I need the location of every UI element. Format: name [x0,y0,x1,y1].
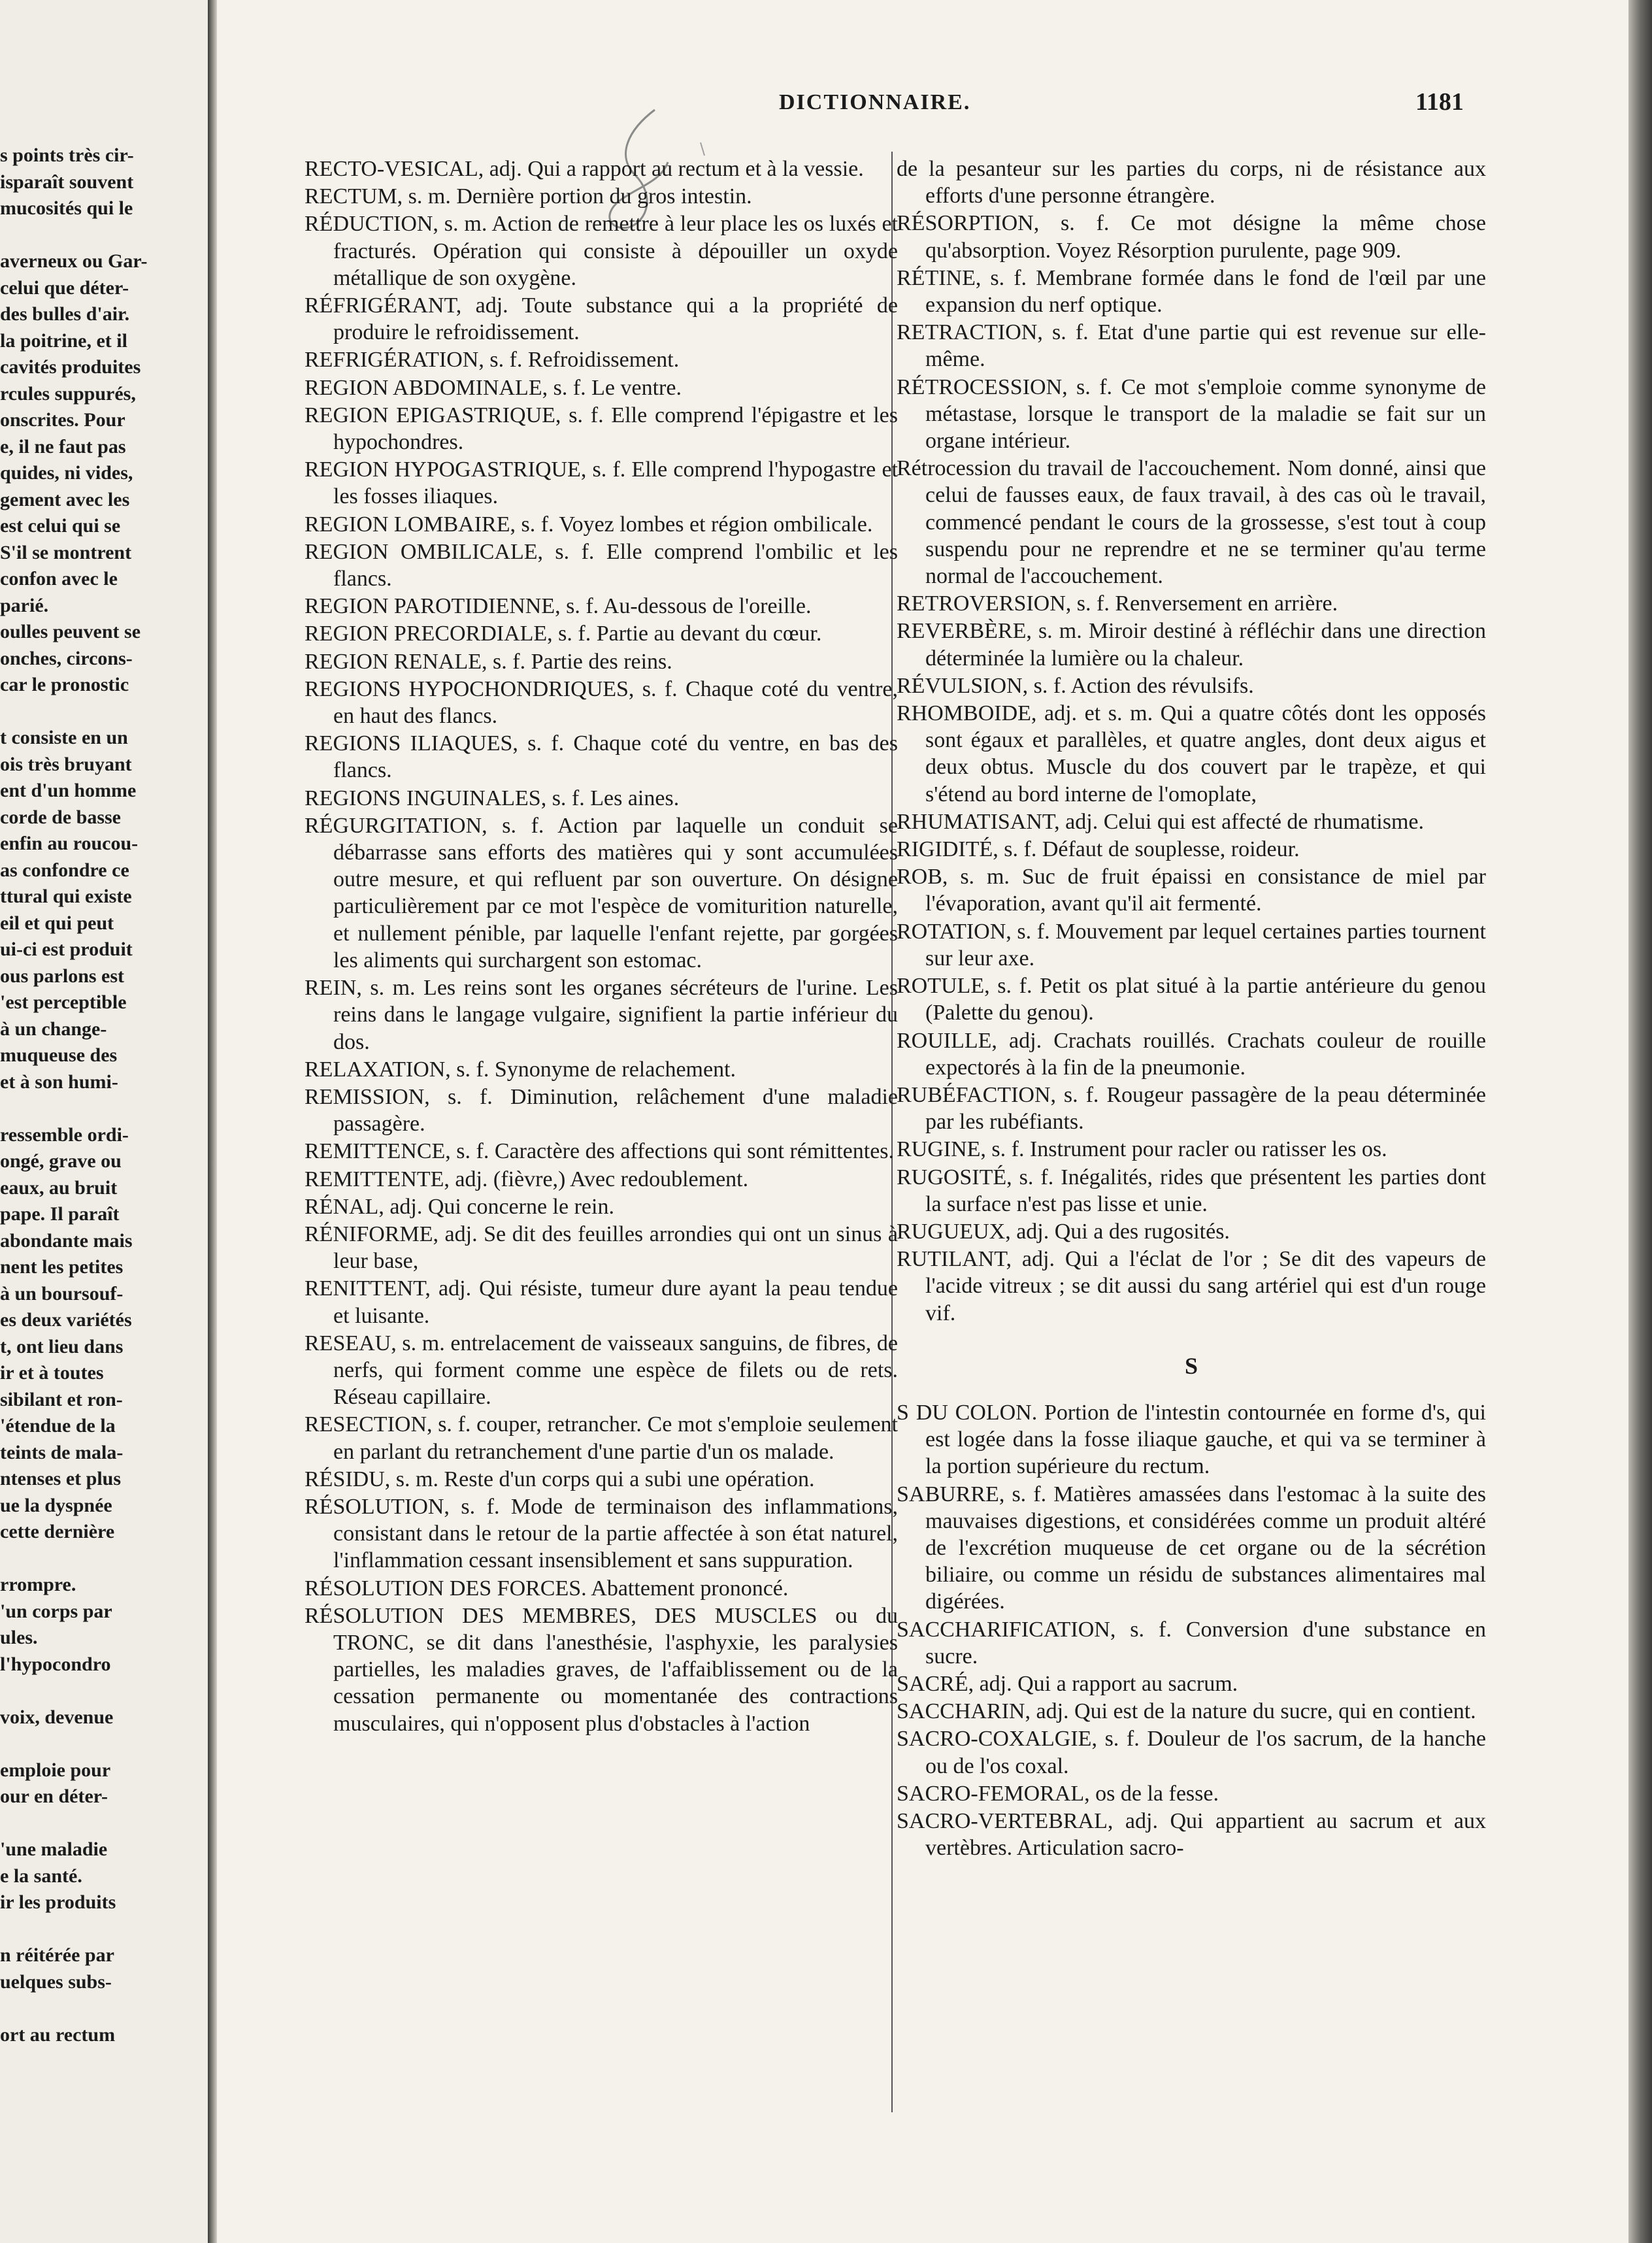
dictionary-entry: SACCHARIN, adj. Qui est de la nature du sucre, qui en contient. [897,1699,1476,1724]
dictionary-entry: RÉGURGITATION, s. f. Action par laquelle un conduit se débarrasse sans efforts des matières qui y sont accumulées outre mesure, et qui refluent par son ouverture. On désigne particulièrement par ce mot l'espèce de vomiturition naturelle, et nullement pénible, par laquelle l'enfant rejette, par gorgées les aliments qui surchargent son estomac. [305,813,898,972]
dictionary-entry: RÉSORPTION, s. f. Ce mot désigne la même chose qu'absorption. Voyez Résorption purulente, page 909. [897,211,1486,263]
dictionary-entry: RÉFRIGÉRANT, adj. Toute substance qui a la propriété de produire le refroidissement. [305,293,898,345]
column-right-entries-r [897,156,1486,1327]
dictionary-entry: RÉDUCTION, s. m. Action de remettre à leur place les os luxés et fracturés. Opération qui consiste à dépouiller un oxyde métallique de son oxygène. [305,212,898,290]
running-head: DICTIONNAIRE. [779,90,971,114]
left-page-line: rrompre. [0,1574,76,1595]
dictionary-entry: RÉSOLUTION DES FORCES. Abattement prononcé. [305,1576,789,1601]
dictionary-entry: REGION PAROTIDIENNE, s. f. Au-dessous de l'oreille. [305,594,812,619]
dictionary-entry: REGION LOMBAIRE, s. f. Voyez lombes et région ombilicale. [305,512,873,537]
book-gutter [208,0,217,2243]
dictionary-entry: REGION EPIGASTRIQUE, s. f. Elle comprend l'épigastre et les hypochondres. [305,403,898,455]
dictionary-entry: RENITTENT, adj. Qui résiste, tumeur dure ayant la peau tendue et luisante. [305,1276,898,1328]
left-page-line: uelques subs- [0,1970,112,1993]
dictionary-entry: de la pesanteur sur les parties du corps, ni de résistance aux efforts d'une personne étrangère. [897,157,1486,208]
dictionary-entry: RÉTINE, s. f. Membrane formée dans le fond de l'œil par une expansion du nerf optique. [897,265,1486,318]
dictionary-entry: ROTULE, s. f. Petit os plat situé à la partie antérieure du genou (Palette du genou). [897,974,1486,1025]
dictionary-entry: REGIONS ILIAQUES, s. f. Chaque coté du ventre, en bas des flancs. [305,731,898,783]
dictionary-entry: SACCHARIFICATION, s. f. Conversion d'une substance en sucre. [897,1617,1486,1669]
left-page-line: e, il ne faut pas [0,435,126,457]
left-page-line: muqueuse des [0,1044,118,1066]
dictionary-entry: RUTILANT, adj. Qui a l'éclat de l'or ; Se dit des vapeurs de l'acide vitreux ; se dit aussi du sang artériel qui est d'un rouge vif. [897,1247,1486,1325]
dictionary-entry: RÉVULSION, s. f. Action des révulsifs. [897,673,1254,698]
left-page-line: corde de basse [0,806,121,828]
dictionary-entry: RETRACTION, s. f. Etat d'une partie qui est revenue sur elle-même. [897,320,1486,372]
left-page-line: rcules suppurés, [0,382,136,405]
dictionary-entry: ROUILLE, adj. Crachats rouillés. Crachats couleur de rouille expectorés à la fin de la pneumonie. [897,1028,1486,1080]
left-page-line: est celui qui se [0,515,121,537]
dictionary-entry: RUBÉFACTION, s. f. Rougeur passagère de la peau déterminée par les rubéfiants. [897,1082,1486,1135]
dictionary-entry: REGIONS HYPOCHONDRIQUES, s. f. Chaque coté du ventre, en haut des flancs. [305,676,898,729]
left-page-line [0,1678,196,1704]
left-page-line: parié. [0,594,49,616]
dictionary-entry: REFRIGÉRATION, s. f. Refroidissement. [305,348,680,373]
dictionary-entry: RESEAU, s. m. entrelacement de vaisseaux sanguins, de fibres, de nerfs, qui forment comme une espèce de filets ou de rets. Réseau capillaire. [305,1331,898,1410]
dictionary-entry: S DU COLON. Portion de l'intestin contournée en forme d's, qui est logée dans la fosse iliaque gauche, et qui va se terminer à la portion supérieure du rectum. [897,1400,1486,1479]
dictionary-entry: RIGIDITÉ, s. f. Défaut de souplesse, roideur. [897,837,1300,862]
left-page-line: abondante mais [0,1229,133,1252]
left-page-line: ressemble ordi- [0,1123,129,1146]
left-page-line [0,1095,196,1122]
dictionary-entry: RELAXATION, s. f. Synonyme de relachement. [305,1057,736,1082]
left-page-line: 'un corps par [0,1600,112,1622]
dictionary-entry: REGION OMBILICALE, s. f. Elle comprend l'ombilic et les flancs. [305,539,898,591]
dictionary-entry: RUGOSITÉ, s. f. Inégalités, rides que présentent les parties dont la surface n'est pas lisse et unie. [897,1165,1486,1216]
left-page-line: confon avec le [0,568,118,590]
left-page-line: 'une maladie [0,1838,108,1860]
section-letter: S [1184,1352,1198,1379]
left-page-line: ue la dyspnée [0,1494,112,1516]
left-page-line: averneux ou Gar- [0,250,148,272]
left-page-line: celui que déter- [0,276,129,299]
left-page-line: S'il se montrent [0,541,132,563]
dictionary-entry: SACRO-VERTEBRAL, adj. Qui appartient au sacrum et aux vertèbres. Articulation sacro- [897,1808,1486,1861]
dictionary-entry: RHOMBOIDE, adj. et s. m. Qui a quatre côtés dont les opposés sont égaux et parallèles, et quatre angles, dont deux aigus et deux obtus. Muscle du dos couvert par le trapèze, et qui s'étend au bord interne de l'omoplate, [897,701,1486,806]
left-page-line: ntenses et plus [0,1468,122,1489]
dictionary-entry: REIN, s. m. Les reins sont les organes sécréteurs de l'urine. Les reins dans le langage vulgaire, signifient la partie inférieur du dos. [305,976,898,1054]
left-page-line: cavités produites [0,356,141,378]
dictionary-entry: RUGUEUX, adj. Qui a des rugosités. [897,1219,1230,1244]
dictionary-entry: REGION ABDOMINALE, s. f. Le ventre. [305,375,682,400]
left-page-fragment [0,0,208,2243]
dictionary-entry: ROB, s. m. Suc de fruit épaissi en consistance de miel par l'évaporation, avant qu'il ait fermenté. [897,865,1486,916]
left-page-line: quides, ni vides, [0,462,133,484]
page-number: 1181 [1415,88,1464,116]
left-page-line: n réitérée par [0,1944,114,1966]
dictionary-entry: RÉSOLUTION, s. f. Mode de terminaison des inflammations, consistant dans le retour de la partie affectée à son état naturel, l'inflammation cessant insensiblement et sans suppuration. [305,1494,898,1573]
page-header [217,90,1628,123]
left-page-line: à un change- [0,1018,107,1040]
left-page-line: emploie pour [0,1759,111,1781]
left-page-line: ir et à toutes [0,1362,104,1384]
left-page-line: des bulles d'air. [0,303,130,325]
left-page-line: onches, circons- [0,647,133,669]
left-page-text [0,142,196,2048]
left-page-line: t consiste en un [0,727,128,748]
dictionary-entry: RÉSOLUTION DES MEMBRES, DES MUSCLES ou du TRONC, se dit dans l'anesthésie, l'asphyxie, les paralysies partielles, les maladies graves, de l'affaiblissement ou de la cessation permanente ou momentanée des contractions musculaires, qui n'opposent plus d'obstacles à l'action [305,1603,898,1736]
column-right-entries-s [897,1399,1486,1861]
left-page-line: car le pronostic [0,674,129,695]
dictionary-entry: SACRÉ, adj. Qui a rapport au sacrum. [897,1671,1238,1696]
dictionary-entry: RÉNIFORME, adj. Se dit des feuilles arrondies qui ont un sinus à leur base, [305,1221,898,1274]
left-page-line: 'est perceptible [0,991,127,1013]
left-page-line: sibilant et ron- [0,1388,123,1410]
dictionary-entry: REMITTENTE, adj. (fièvre,) Avec redoublement. [305,1167,749,1191]
dictionary-entry: RHUMATISANT, adj. Celui qui est affecté de rhumatisme. [897,809,1425,834]
left-page-line [0,699,196,725]
dictionary-entry: REMITTENCE, s. f. Caractère des affections qui sont rémittentes. [305,1139,895,1164]
left-page-line: ui-ci est produit [0,939,133,960]
left-page-line: ongé, grave ou [0,1150,122,1172]
dictionary-entry: ROTATION, s. f. Mouvement par lequel certaines parties tournent sur leur axe. [897,919,1486,971]
dictionary-entry: REGIONS INGUINALES, s. f. Les aines. [305,786,680,810]
dictionary-entry: RESECTION, s. f. couper, retrancher. Ce mot s'emploie seulement en parlant du retranchement d'une partie d'un os malade. [305,1412,898,1464]
dictionary-entry: REGION PRECORDIALE, s. f. Partie au devant du cœur. [305,622,822,646]
dictionary-entry: SACRO-COXALGIE, s. f. Douleur de l'os sacrum, de la hanche ou de l'os coxal. [897,1727,1486,1778]
left-page-line: cette dernière [0,1521,115,1542]
left-page-line: t, ont lieu dans [0,1335,124,1357]
left-page-line: eil et qui peut [0,912,114,934]
left-page-line: ois très bruyant [0,753,132,775]
column-right [897,156,1486,1862]
left-page-line [0,222,196,249]
dictionary-entry: SACRO-FEMORAL, os de la fesse. [897,1781,1219,1806]
dictionary-entry: REGION RENALE, s. f. Partie des reins. [305,649,672,674]
left-page-line: ttural qui existe [0,886,132,907]
left-page-line: nent les petites [0,1256,124,1278]
left-page-line: à un boursouf- [0,1282,124,1304]
left-page-line: ules. [0,1627,38,1648]
page-edge [1628,0,1652,2243]
left-page-line: ous parlons est [0,965,125,987]
left-page-line: as confondre ce [0,859,129,881]
left-page-line: gement avec les [0,488,130,510]
left-page-line [0,1546,196,1572]
dictionary-entry: RUGINE, s. f. Instrument pour racler ou ratisser les os. [897,1137,1387,1162]
left-page-line: s points très cir- [0,144,134,166]
left-page-line: our en déter- [0,1786,108,1807]
left-page-line: enfin au roucou- [0,833,139,854]
left-page-line: et à son humi- [0,1071,118,1093]
dictionary-entry: REVERBÈRE, s. m. Miroir destiné à réfléchir dans une direction déterminée la lumière ou la chaleur. [897,619,1486,671]
left-page-line: ir les produits [0,1891,116,1913]
left-page-line: ort au rectum [0,2023,116,2046]
dictionary-entry: RETROVERSION, s. f. Renversement en arrière. [897,591,1338,616]
left-page-line: l'hypocondro [0,1653,111,1675]
dictionary-entry: Rétrocession du travail de l'accouchement. Nom donné, ainsi que celui de fausses eaux, de faux travail, à des cas où le travail, commencé pendant le cours de la grossesse, s'est tout à coup suspendu pour ne reprendre et ne se terminer qu'au terme normal de l'accouchement. [897,456,1486,589]
left-page-line: es deux variétés [0,1309,132,1331]
left-page-line: voix, devenue [0,1706,114,1728]
left-page-line: eaux, au bruit [0,1176,118,1199]
left-page-line [0,1916,196,1943]
dictionary-entry: RÉNAL, adj. Qui concerne le rein. [305,1194,614,1219]
left-page-line [0,1731,196,1757]
dictionary-entry: RÉTROCESSION, s. f. Ce mot s'emploie comme synonyme de métastase, lorsque le transport de la maladie se fait sur un organe intérieur. [897,374,1486,454]
right-page [217,0,1628,2243]
left-page-line: la poitrine, et il [0,329,127,352]
left-page-line: onscrites. Pour [0,409,125,431]
column-left [305,156,898,1738]
dictionary-entry: RÉSIDU, s. m. Reste d'un corps qui a subi une opération. [305,1467,815,1491]
left-page-line: e la santé. [0,1865,82,1887]
dictionary-entry: REMISSION, s. f. Diminution, relâchement d'une maladie passagère. [305,1084,898,1137]
left-page-line: mucosités qui le [0,197,133,219]
dictionary-entry: RECTO-VESICAL, adj. Qui a rapport au rectum et à la vessie. [305,157,864,181]
dictionary-entry: SABURRE, s. f. Matières amassées dans l'estomac à la suite des mauvaises digestions, et considérées comme un produit altéré de l'excrétion muqueuse de cet organe ou de la sécrétion biliaire, ou comme un résidu de substances alimentaires mal digérées. [897,1482,1486,1614]
dictionary-entry: REGION HYPOGASTRIQUE, s. f. Elle comprend l'hypogastre et les fosses iliaques. [305,457,898,509]
left-page-line [0,1810,196,1837]
left-page-line: teints de mala- [0,1441,124,1463]
dictionary-entry: RECTUM, s. m. Dernière portion du gros intestin. [305,184,752,209]
left-page-line [0,1995,196,2022]
left-page-line: 'étendue de la [0,1415,116,1437]
left-page-line: pape. Il paraît [0,1203,120,1225]
left-page-line: oulles peuvent se [0,621,141,642]
left-page-line: ent d'un homme [0,780,137,801]
left-page-line: isparaît souvent [0,171,134,193]
